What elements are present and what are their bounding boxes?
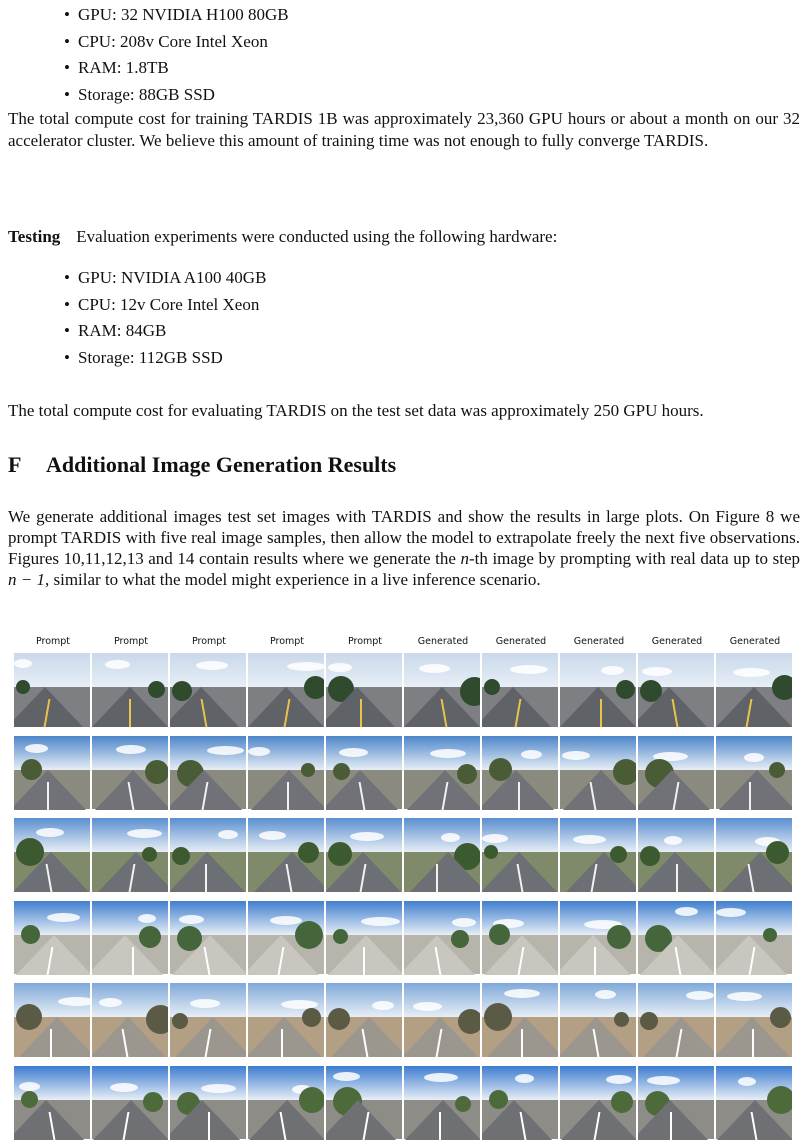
street-view-image — [248, 818, 324, 892]
street-view-image — [716, 736, 792, 810]
street-view-image — [248, 653, 324, 727]
street-view-image — [326, 653, 402, 727]
list-item: • GPU: NVIDIA A100 40GB — [8, 265, 266, 292]
street-view-image — [716, 901, 792, 975]
street-view-image — [560, 983, 636, 1057]
training-cost-paragraph: The total compute cost for training TARDIS 1B was approximately 23,360 GPU hours or about a month on our 32 accelerator cluster. We believe this amount of training time was not enough to fully converge TARDIS. — [8, 109, 800, 150]
list-item: • RAM: 1.8TB — [8, 55, 289, 82]
street-view-image — [482, 901, 558, 975]
paragraph-text: -th image by prompting with real data up to step — [468, 549, 800, 568]
column-label: Prompt — [269, 636, 305, 647]
street-view-image — [14, 736, 90, 810]
section-title: Additional Image Generation Results — [46, 452, 397, 477]
column-label: Generated — [495, 636, 547, 647]
street-view-image — [638, 983, 714, 1057]
street-view-image — [170, 818, 246, 892]
street-view-image — [482, 736, 558, 810]
street-view-image — [92, 818, 168, 892]
street-view-image — [560, 736, 636, 810]
street-view-image — [170, 901, 246, 975]
street-view-image — [326, 901, 402, 975]
street-view-image — [248, 901, 324, 975]
street-view-image — [404, 1066, 480, 1140]
image-grid-figure — [14, 636, 794, 1146]
column-label: Prompt — [113, 636, 149, 647]
street-view-image — [404, 983, 480, 1057]
paragraph-text: , similar to what the model might experience in a live inference scenario. — [44, 570, 541, 589]
section-heading — [8, 452, 396, 478]
testing-text: Evaluation experiments were conducted using the following hardware: — [76, 227, 558, 246]
testing-hardware-list — [8, 265, 266, 371]
street-view-image — [638, 653, 714, 727]
street-view-image — [638, 1066, 714, 1140]
street-view-image — [92, 736, 168, 810]
column-label: Prompt — [35, 636, 71, 647]
street-view-image — [404, 818, 480, 892]
testing-paragraph — [8, 226, 800, 248]
section-number: F — [8, 452, 22, 477]
math-n: n — [460, 549, 469, 568]
column-label: Generated — [573, 636, 625, 647]
street-view-image — [14, 1066, 90, 1140]
list-item: • GPU: 32 NVIDIA H100 80GB — [8, 2, 289, 29]
street-view-image — [326, 818, 402, 892]
street-view-image — [248, 983, 324, 1057]
paragraph-text: We generate additional images test set images with TARDIS and show the results in large plots. On Figure 8 we prompt TARDIS with five real image samples, then allow the model to extrapolate freely the next five observations. Figures 10,11,12,13 and 14 contain results where we generate the — [8, 507, 800, 568]
street-view-image — [482, 818, 558, 892]
street-view-image — [404, 901, 480, 975]
list-item: • CPU: 12v Core Intel Xeon — [8, 292, 266, 319]
list-item: • CPU: 208v Core Intel Xeon — [8, 29, 289, 56]
street-view-image — [14, 983, 90, 1057]
street-view-image — [716, 983, 792, 1057]
street-view-image — [170, 736, 246, 810]
street-view-image — [560, 653, 636, 727]
column-label: Prompt — [347, 636, 383, 647]
street-view-image — [404, 736, 480, 810]
street-view-image — [92, 653, 168, 727]
column-label: Generated — [729, 636, 781, 647]
street-view-image — [482, 983, 558, 1057]
column-label: Generated — [417, 636, 469, 647]
street-view-image — [92, 983, 168, 1057]
street-view-image — [14, 653, 90, 727]
column-label: Prompt — [191, 636, 227, 647]
street-view-image — [482, 1066, 558, 1140]
street-view-image — [716, 818, 792, 892]
column-label: Generated — [651, 636, 703, 647]
section-paragraph — [8, 506, 800, 590]
street-view-image — [560, 818, 636, 892]
street-view-image — [326, 736, 402, 810]
street-view-image — [92, 901, 168, 975]
street-view-image — [14, 818, 90, 892]
street-view-image — [170, 653, 246, 727]
training-hardware-list — [8, 2, 289, 108]
testing-cost-paragraph: The total compute cost for evaluating TARDIS on the test set data was approximately 250 GPU hours. — [8, 401, 704, 420]
list-item: • RAM: 84GB — [8, 318, 266, 345]
street-view-image — [14, 901, 90, 975]
street-view-image — [716, 653, 792, 727]
street-view-image — [560, 1066, 636, 1140]
street-view-image — [326, 1066, 402, 1140]
street-view-image — [248, 736, 324, 810]
testing-heading: Testing — [8, 227, 61, 246]
math-n-minus-1: n − 1 — [8, 570, 45, 589]
street-view-image — [326, 983, 402, 1057]
list-item: • Storage: 112GB SSD — [8, 345, 266, 372]
street-view-image — [404, 653, 480, 727]
street-view-image — [170, 983, 246, 1057]
street-view-image — [638, 818, 714, 892]
street-view-image — [482, 653, 558, 727]
street-view-image — [560, 901, 636, 975]
street-view-image — [638, 901, 714, 975]
street-view-image — [92, 1066, 168, 1140]
street-view-image — [170, 1066, 246, 1140]
street-view-image — [638, 736, 714, 810]
list-item: • Storage: 88GB SSD — [8, 82, 289, 109]
street-view-image — [716, 1066, 792, 1140]
street-view-image — [248, 1066, 324, 1140]
